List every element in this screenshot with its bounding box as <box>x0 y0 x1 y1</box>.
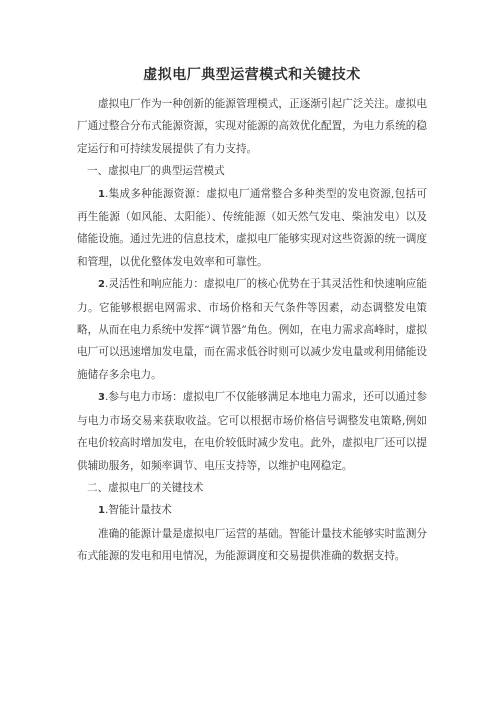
list-item-flexibility <box>77 273 427 386</box>
item-number: 1 <box>98 505 105 517</box>
list-item-power-market <box>77 386 427 477</box>
item-text: .集成多种能源资源：虚拟电厂通常整合多种类型的发电资源,包括可再生能源（如风能、太阳能）、传统能源（如天然气发电、柴油发电）以及储能设施。通过先进的信息技术，虚拟电厂能够实现对这些资源的统一调度和管理，以优化整体发电效率和可靠性。 <box>77 187 427 268</box>
list-item-integrate-resources <box>77 183 427 274</box>
intro-paragraph: 虚拟电厂作为一种创新的能源管理模式，正逐渐引起广泛关注。虚拟电厂通过整合分布式能源资源，实现对能源的高效优化配置，为电力系统的稳定运行和可持续发展提供了有力支持。 <box>77 98 427 155</box>
item-text: .智能计量技术 <box>104 504 172 517</box>
document-title: 虚拟电厂典型运营模式和关键技术 <box>143 67 361 83</box>
section-heading-operating-modes: 一、虚拟电厂的典型运营模式 <box>87 165 225 178</box>
document-page <box>77 66 427 568</box>
smart-metering-paragraph: 准确的能源计量是虚拟电厂运营的基础。智能计量技术能够实时监测分布式能源的发电和用电情况，为能源调度和交易提供准确的数据支持。 <box>77 527 427 563</box>
item-number: 2 <box>98 279 105 291</box>
item-number: 3 <box>98 392 105 404</box>
list-item-smart-metering <box>77 499 427 522</box>
section-heading-key-technologies: 二、虚拟电厂的关键技术 <box>87 481 204 494</box>
item-number: 1 <box>98 188 105 200</box>
item-text: .参与电力市场：虚拟电厂不仅能够满足本地电力需求，还可以通过参与电力市场交易来获取收益。它可以根据市场价格信号调整发电策略,例如在电价较高时增加发电，在电价较低时减少发电。此外，虚拟电厂还可以提供辅助服务，如频率调节、电压支持等，以维护电网稳定。 <box>77 391 427 472</box>
item-text: .灵活性和响应能力：虚拟电厂的核心优势在于其灵活性和快速响应能力。它能够根据电网需求、市场价格和天气条件等因素，动态调整发电策略，从而在电力系统中发挥“调节器”角色。例如，在电力需求高峰时，虚拟电厂可以迅速增加发电量，而在需求低谷时则可以减少发电量或利用储能设施储存多余电力。 <box>77 278 427 381</box>
